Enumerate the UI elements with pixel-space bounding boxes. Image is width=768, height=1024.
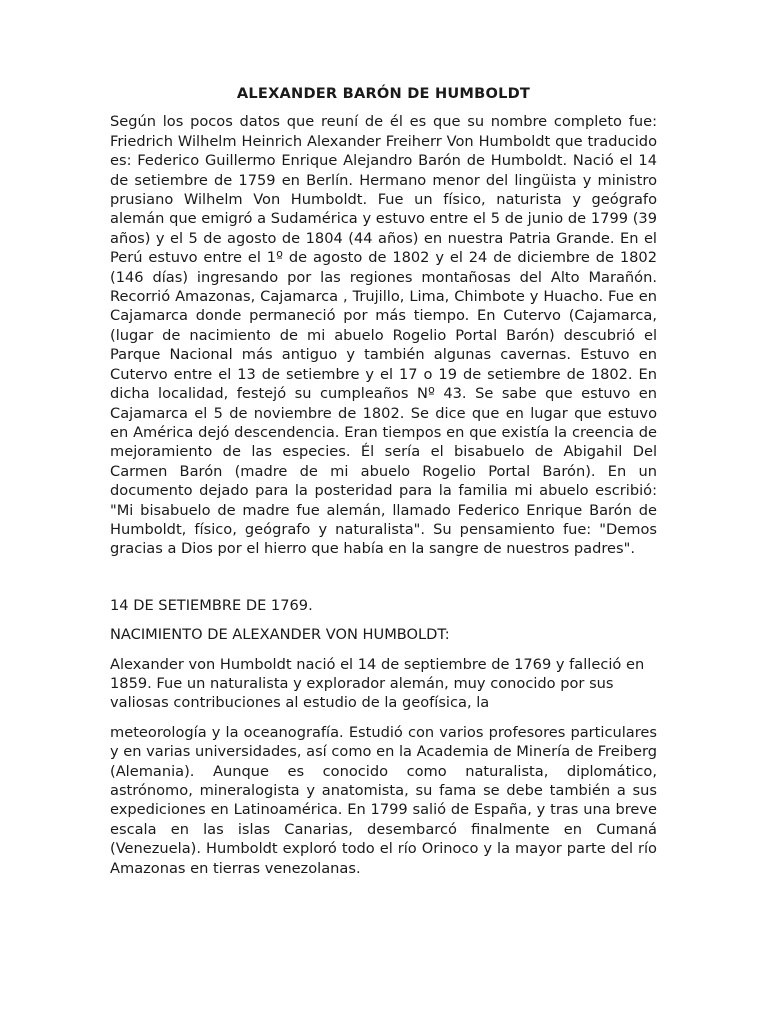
date-line: 14 DE SETIEMBRE DE 1769. [110, 596, 313, 614]
birth-paragraph: Alexander von Humboldt nació el 14 de septiembre de 1769 y falleció en 1859. Fue un naturalista y explorador alemán, muy conocido por sus valiosas contribuciones al estudio de la geofísica, la [110, 655, 645, 712]
spacer [110, 645, 657, 655]
document-title: ALEXANDER BARÓN DE HUMBOLDT [236, 85, 531, 102]
expeditions-paragraph: meteorología y la oceanografía. Estudió con varios profesores particulares y en varias universidades, así como en la Academia de Minería de Freiberg (Alemania). Aunque es conocido como naturalista, diplomático, astrónomo, mineralogista y anatomista, su fama se debe también a sus expediciones en Latinoamérica. En 1799 salió de España, y tras una breve escala en las islas Canarias, desembarcó finalmente en Cumaná (Venezuela). Humboldt exploró todo el río Orinoco y la mayor parte del río Amazonas en tierras venezolanas. [110, 723, 657, 877]
spacer [110, 713, 657, 723]
section-subheading: NACIMIENTO DE ALEXANDER VON HUMBOLDT: [110, 626, 450, 644]
biography-paragraph: Según los pocos datos que reuní de él es que su nombre completo fue: Friedrich Wilhelm Heinrich Alexander Freiherr Von Humboldt que traducido es: Federico Guillermo Enrique Alejandro Barón de Humboldt. Nació el 14 de setiembre de 1759 en Berlín. Hermano menor del lingüista y ministro prusiano Wilhelm Von Humboldt. Fue un físico, naturista y geógrafo alemán que emigró a Sudamérica y estuvo entre el 5 de junio de 1799 (39 años) y el 5 de agosto de 1804 (44 años) en nuestra Patria Grande. En el Perú estuvo entre el 1º de agosto de 1802 y el 24 de diciembre de 1802 (146 días) ingresando por las regiones montañosas del Alto Marañón. Recorrió Amazonas, Cajamarca , Trujillo, Lima, Chimbote y Huacho. Fue en Cajamarca donde permaneció por más tiempo. En Cutervo (Cajamarca, (lugar de nacimiento de mi abuelo Rogelio Portal Barón) descubrió el Parque Nacional más antiguo y también algunas cavernas. Estuvo en Cutervo entre el 13 de setiembre y el 17 o 19 de setiembre de 1802. En dicha localidad, festejó su cumpleaños Nº 43. Se sabe que estuvo en Cajamarca el 5 de noviembre de 1802. Se dice que en lugar que estuvo en América dejó descendencia. Eran tiempos en que existía la creencia de mejoramiento de las especies. Él sería el bisabuelo de Abigahil Del Carmen Barón (madre de mi abuelo Rogelio Portal Barón). En un documento dejado para la posteridad para la familia mi abuelo escribió: "Mi bisabuelo de madre fue alemán, llamado Federico Enrique Barón de Humboldt, físico, geógrafo y naturalista". Su pensamiento fue: "Demos gracias a Dios por el hierro que había en la sangre de nuestros padres". [110, 113, 657, 558]
spacer [110, 559, 657, 596]
document-page [110, 84, 657, 878]
spacer [110, 615, 657, 625]
